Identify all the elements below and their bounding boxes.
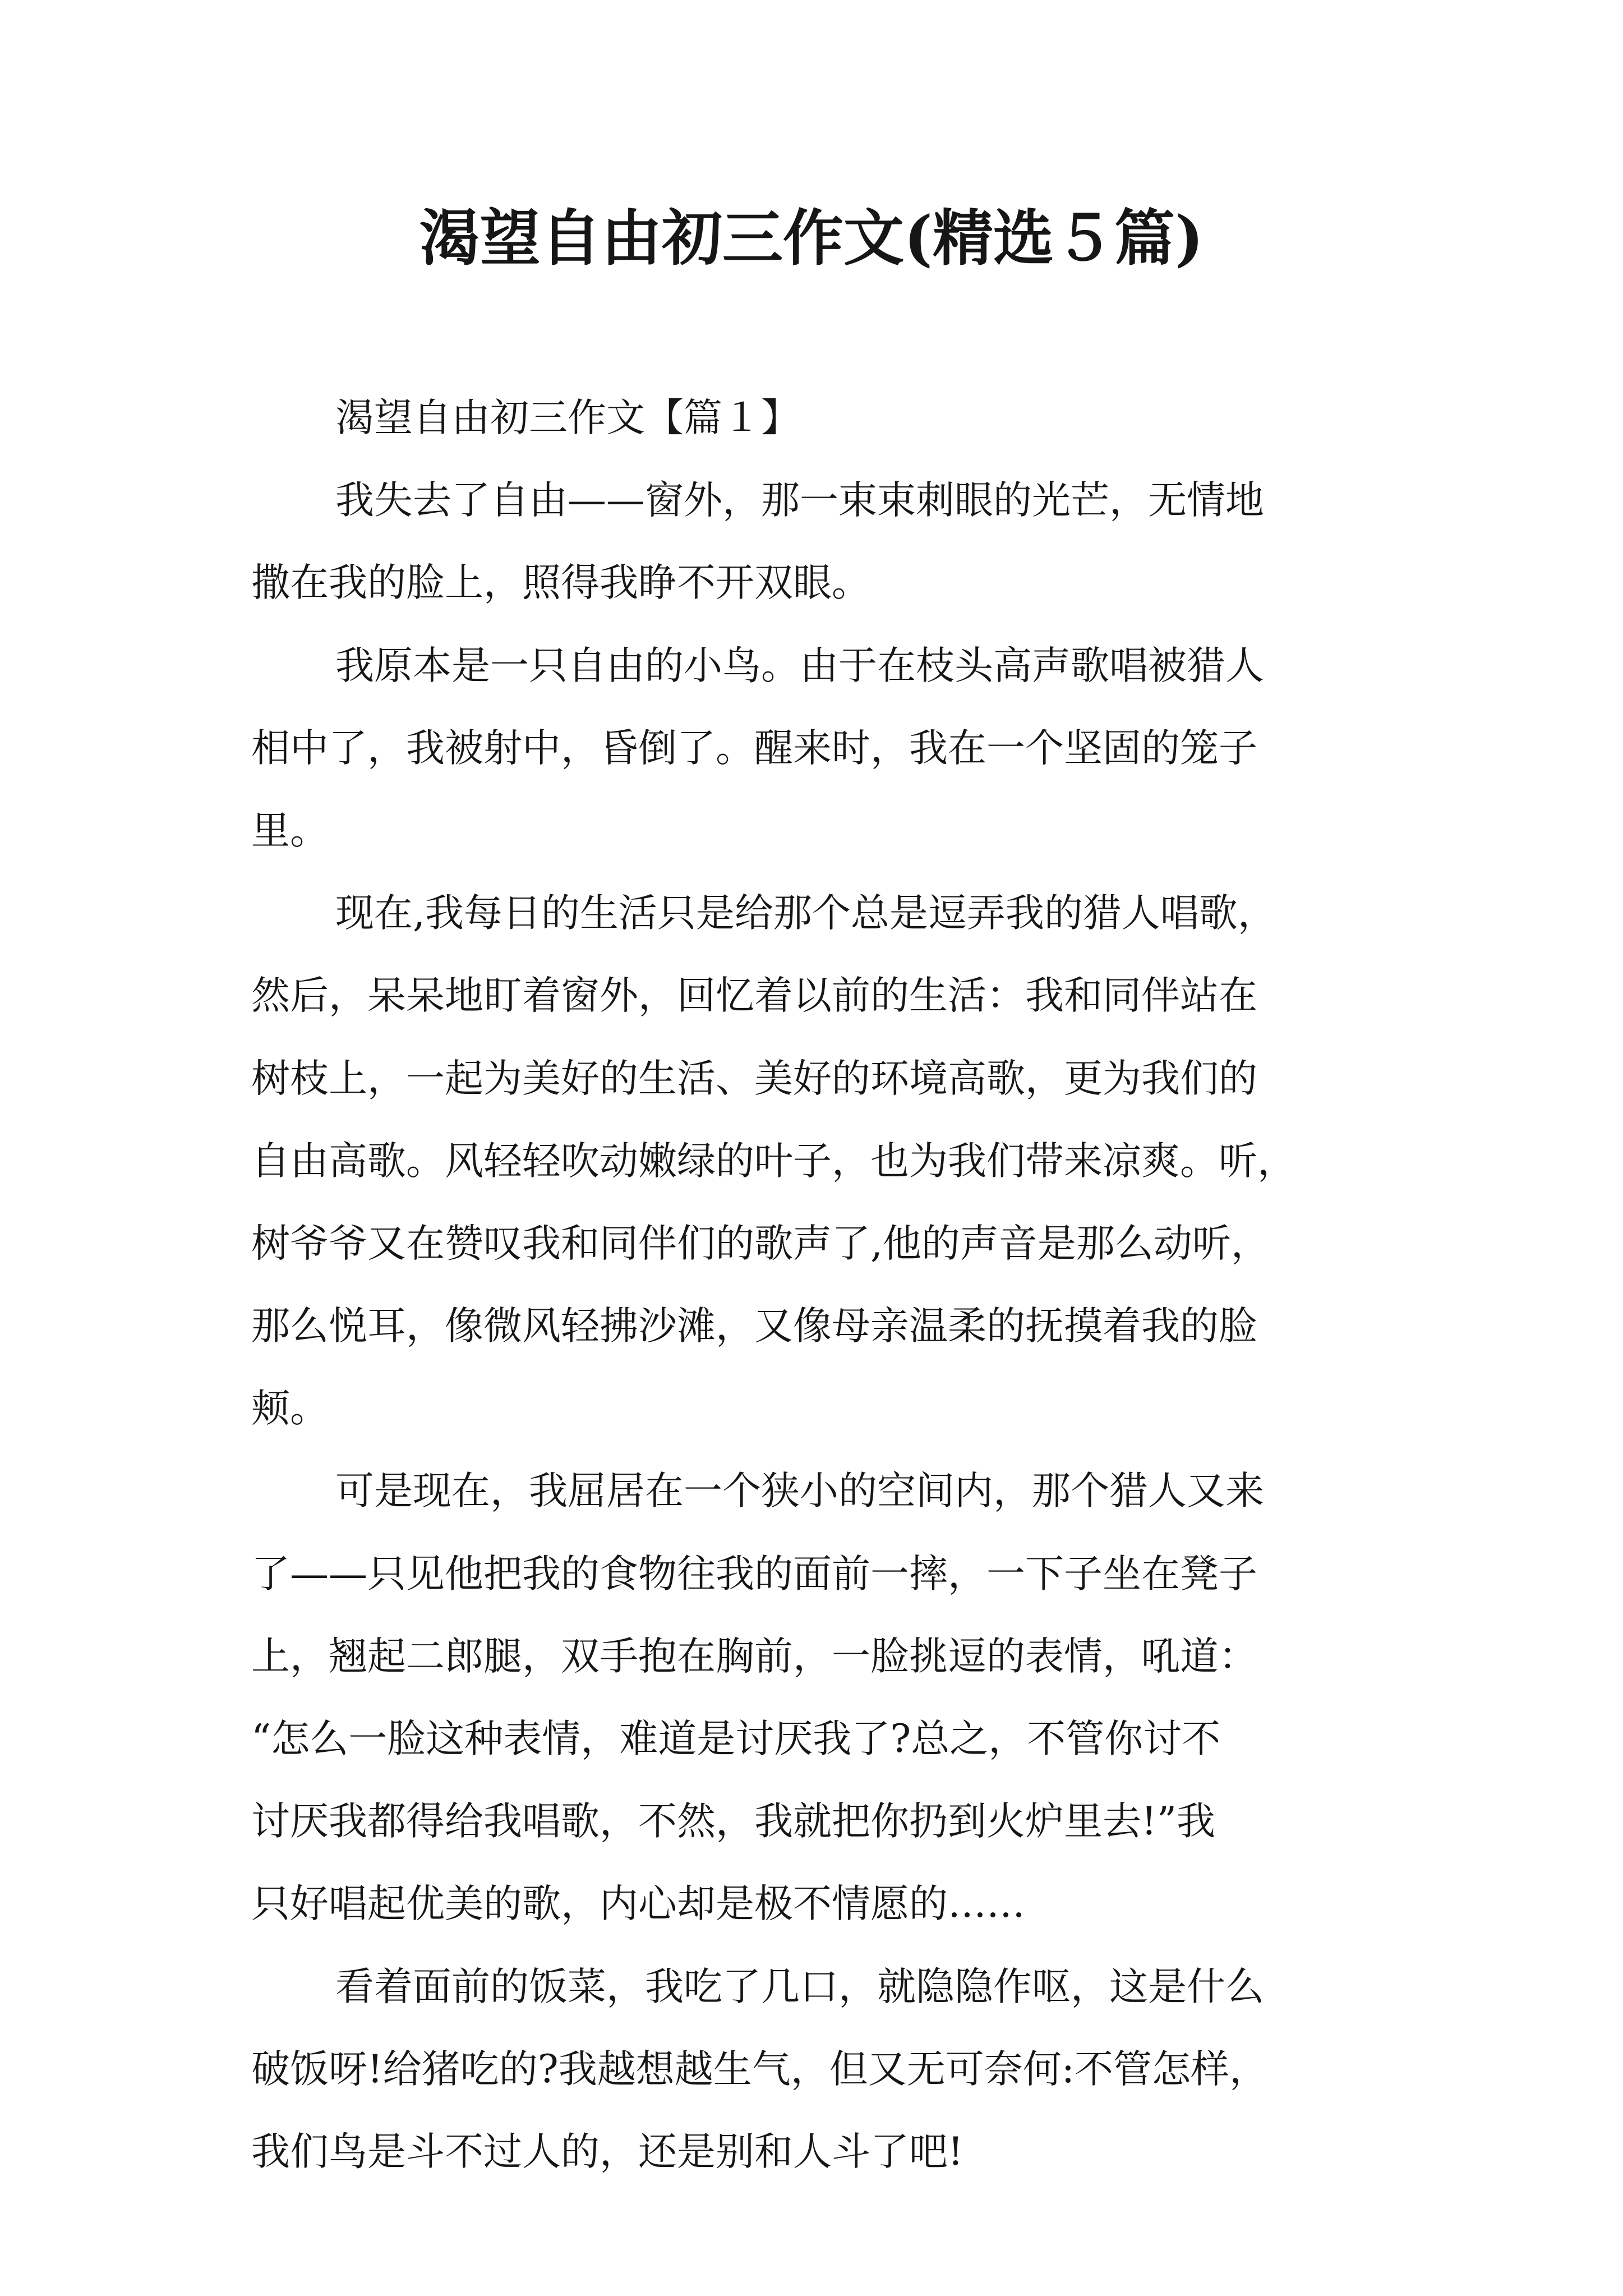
paragraph-line: 我们鸟是斗不过人的，还是别和人斗了吧!	[251, 2129, 963, 2174]
document-title: 渴望自由初三作文(精选５篇)	[419, 203, 1204, 274]
paragraph-line: 里。	[251, 808, 329, 853]
paragraph-line: 然后，呆呆地盯着窗外，回忆着以前的生活：我和同伴站在	[251, 973, 1257, 1019]
paragraph-line: 颊。	[251, 1386, 329, 1432]
paragraph-line: 树枝上，一起为美好的生活、美好的环境高歌，更为我们的	[251, 1056, 1257, 1101]
paragraph-line: “怎么一脸这种表情，难道是讨厌我了?总之，不管你讨不	[251, 1717, 1221, 1761]
paragraph-line: 现在,我每日的生活只是给那个总是逗弄我的猎人唱歌，	[335, 891, 1276, 936]
paragraph-line: 上，翘起二郎腿，双手抱在胸前，一脸挑逗的表情，吼道：	[251, 1634, 1257, 1679]
paragraph-line: 讨厌我都得给我唱歌，不然，我就把你扔到火炉里去!”我	[251, 1799, 1216, 1844]
paragraph-line: 我失去了自由——窗外，那一束束刺眼的光芒，无情地	[335, 478, 1264, 523]
paragraph-line: 只好唱起优美的歌，内心却是极不情愿的……	[251, 1881, 1025, 1927]
paragraph-line: 了——只见他把我的食物往我的面前一摔，一下子坐在凳子	[251, 1551, 1257, 1596]
paragraph-line: 树爷爷又在赞叹我和同伴们的歌声了,他的声音是那么动听，	[251, 1221, 1270, 1266]
paragraph-line: 破饭呀!给猪吃的?我越想越生气，但又无可奈何:不管怎样，	[251, 2046, 1268, 2092]
paragraph-line: 我原本是一只自由的小鸟。由于在枝头高声歌唱被猎人	[335, 643, 1264, 688]
paragraph-line: 撒在我的脸上，照得我睁不开双眼。	[251, 560, 870, 606]
paragraph-line: 自由高歌。风轻轻吹动嫩绿的叶子，也为我们带来凉爽。听，	[251, 1138, 1296, 1184]
document-body	[251, 377, 1395, 2193]
paragraph-line: 看着面前的饭菜，我吃了几口，就隐隐作呕，这是什么	[335, 1964, 1264, 2009]
paragraph-line: 相中了，我被射中，昏倒了。醒来时，我在一个坚固的笼子	[251, 725, 1257, 771]
section-heading: 渴望自由初三作文【篇１】	[335, 395, 800, 440]
paragraph-line: 可是现在，我屈居在一个狭小的空间内，那个猎人又来	[335, 1469, 1264, 1514]
paragraph-line: 那么悦耳，像微风轻拂沙滩，又像母亲温柔的抚摸着我的脸	[251, 1304, 1257, 1349]
